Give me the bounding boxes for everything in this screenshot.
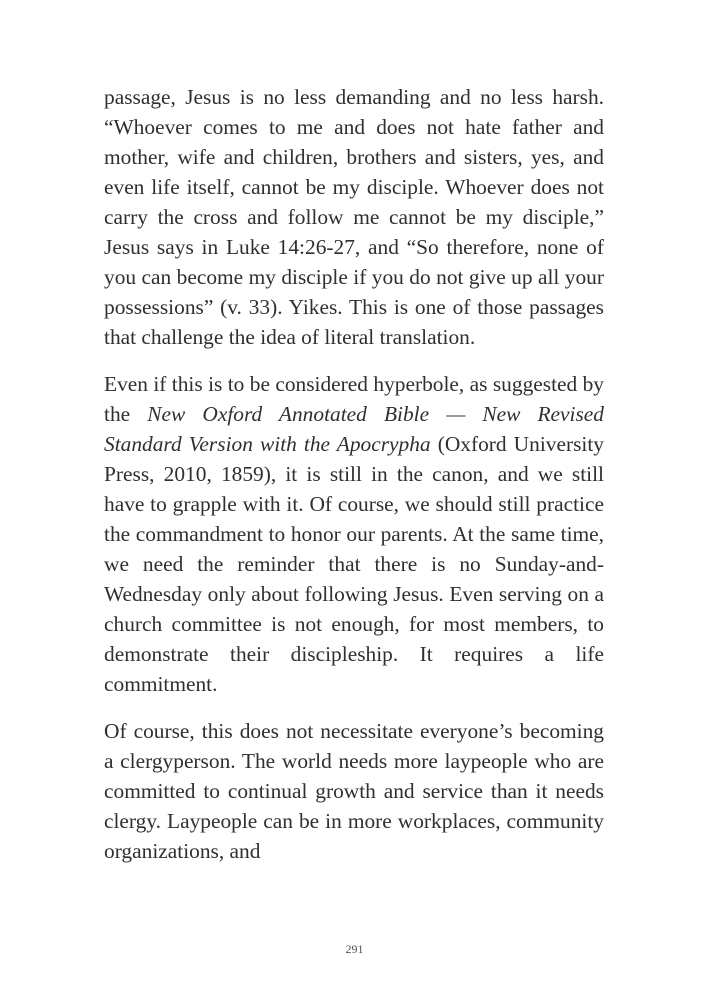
paragraph-3: Of course, this does not necessitate everyone’s becoming a clergyperson. The world needs more laypeople who are committed to continual growth and service than it needs clergy. Laypeople can be in more workplaces, community organizations, and: [104, 719, 604, 863]
page-number: 291: [345, 942, 364, 956]
paragraph-2: [104, 369, 604, 699]
paragraph-2-lead: Even if this is to be considered hyperbole, as suggested by the: [104, 372, 604, 426]
paragraph-1: passage, Jesus is no less demanding and no less harsh. “Whoever comes to me and does not hate father and mother, wife and children, brothers and sisters, yes, and even life itself, cannot be my disciple. Whoever does not carry the cross and follow me cannot be my disciple,” Jesus says in Luke 14:26-27, and “So therefore, none of you can become my disciple if you do not give up all your possessions” (v. 33). Yikes. This is one of those passages that challenge the idea of literal translation.: [104, 85, 604, 349]
paragraph-2-rest: (Oxford University Press, 2010, 1859), it is still in the canon, and we still have to grapple with it. Of course, we should still practice the commandment to honor our parents. At the same time, we need the reminder that there is no Sunday-and-Wednesday only about following Jesus. Even serving on a church committee is not enough, for most members, to demonstrate their discipleship. It requires a life commitment.: [104, 432, 604, 696]
body-text: [104, 82, 604, 883]
book-title: New Oxford Annotated Bible — New Revised Standard Version with the Apocrypha: [104, 402, 604, 456]
